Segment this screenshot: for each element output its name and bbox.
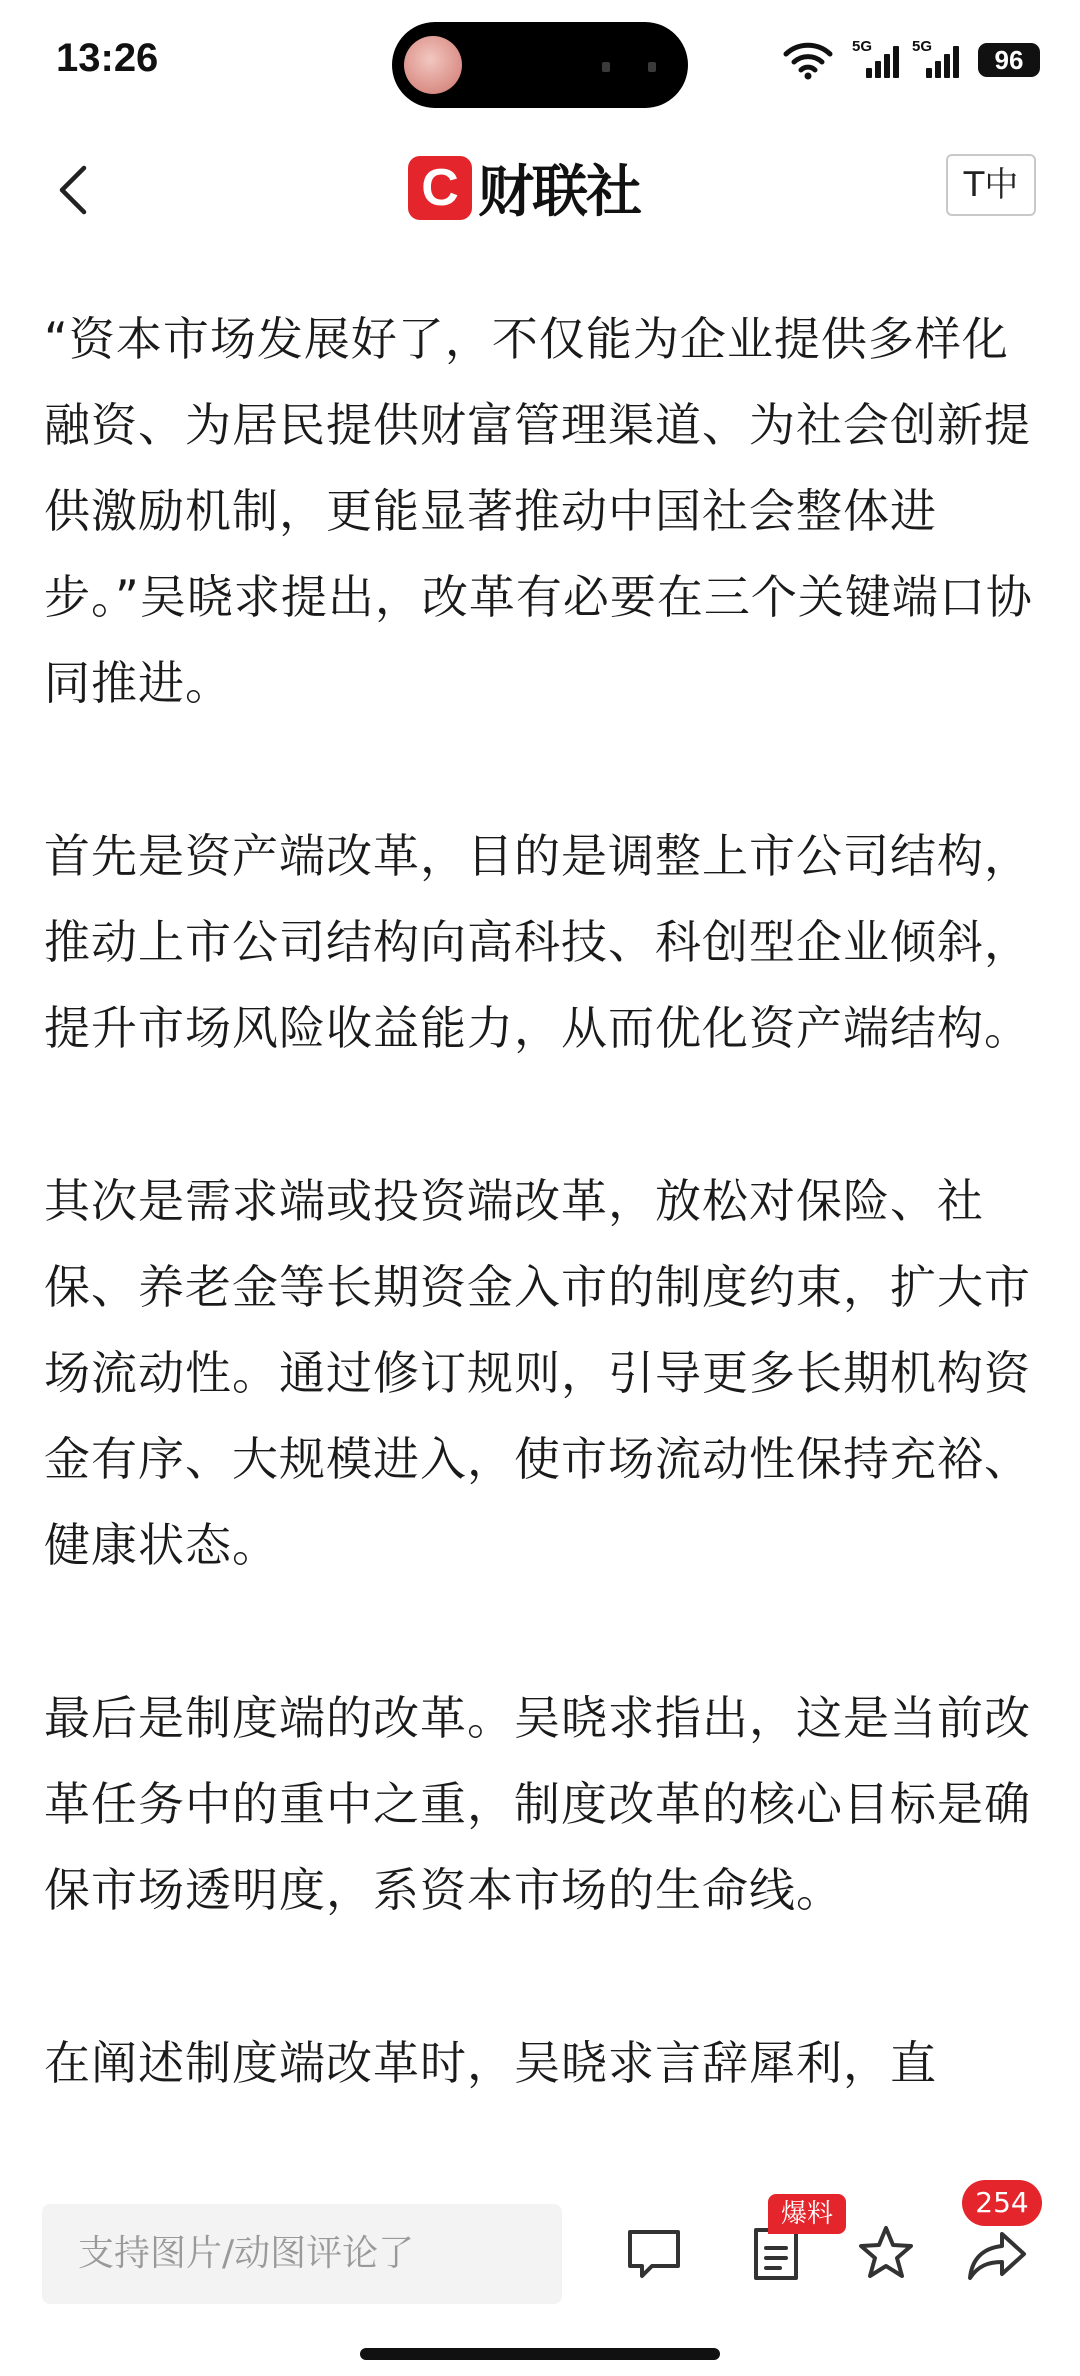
island-indicator: [602, 62, 610, 72]
cellular-signal-1: [852, 38, 902, 82]
signal-bar: [866, 68, 872, 78]
home-indicator: [360, 2348, 720, 2360]
signal-bar: [926, 68, 932, 78]
network-type-label: 5G: [852, 38, 873, 55]
favorite-button[interactable]: [850, 2218, 922, 2290]
logo-mark: C: [408, 156, 472, 220]
signal-bar: [953, 46, 959, 78]
comment-input[interactable]: 支持图片/动图评论了: [42, 2204, 562, 2304]
status-time: 13:26: [56, 36, 159, 80]
article-paragraph: 其次是需求端或投资端改革，放松对保险、社保、养老金等长期资金入市的制度约束，扩大市场流动性。通过修订规则，引导更多长期机构资金有序、大规模进入，使市场流动性保持充裕、健康状态。: [44, 1174, 1031, 1572]
bottom-action-bar: [0, 2178, 1080, 2376]
back-button[interactable]: [48, 158, 104, 222]
signal-bar: [944, 54, 950, 78]
comment-button[interactable]: [618, 2218, 690, 2290]
share-button[interactable]: [962, 2218, 1034, 2290]
signal-bar: [875, 61, 881, 78]
status-bar: [0, 0, 1080, 130]
header: [0, 130, 1080, 250]
cellular-signal-2: [912, 38, 962, 82]
logo-text: 财联社: [478, 160, 640, 225]
status-icons: [782, 38, 1040, 82]
article-paragraph: 在阐述制度端改革时，吴晓求言辞犀利，直: [44, 2036, 937, 2090]
signal-bar: [884, 54, 890, 78]
font-size-button[interactable]: T中: [946, 154, 1036, 216]
share-icon: [962, 2218, 1034, 2290]
share-count-badge: 254: [962, 2180, 1042, 2226]
battery-indicator: 96: [978, 43, 1040, 77]
article-paragraph: “资本市场发展好了，不仅能为企业提供多样化融资、为居民提供财富管理渠道、为社会创新提供激励机制，更能显著推动中国社会整体进步。”吴晓求提出，改革有必要在三个关键端口协同推进。: [44, 312, 1033, 710]
chevron-left-icon: [48, 158, 104, 222]
network-type-label: 5G: [912, 38, 933, 55]
island-avatar: [404, 36, 462, 94]
dynamic-island: [392, 22, 688, 108]
app-logo: [408, 152, 640, 224]
report-badge: 爆料: [768, 2194, 846, 2234]
article-body: [44, 296, 1038, 2193]
article-paragraph: 首先是资产端改革，目的是调整上市公司结构，推动上市公司结构向高科技、科创型企业倾斜，提升市场风险收益能力，从而优化资产端结构。: [44, 829, 1031, 1055]
island-indicator: [648, 62, 656, 72]
comment-icon: [618, 2218, 690, 2290]
signal-bar: [893, 46, 899, 78]
article-paragraph: 最后是制度端的改革。吴晓求指出，这是当前改革任务中的重中之重，制度改革的核心目标是确保市场透明度，系资本市场的生命线。: [44, 1691, 1031, 1917]
wifi-icon: [782, 40, 834, 80]
star-icon: [850, 2218, 922, 2290]
signal-bar: [935, 61, 941, 78]
